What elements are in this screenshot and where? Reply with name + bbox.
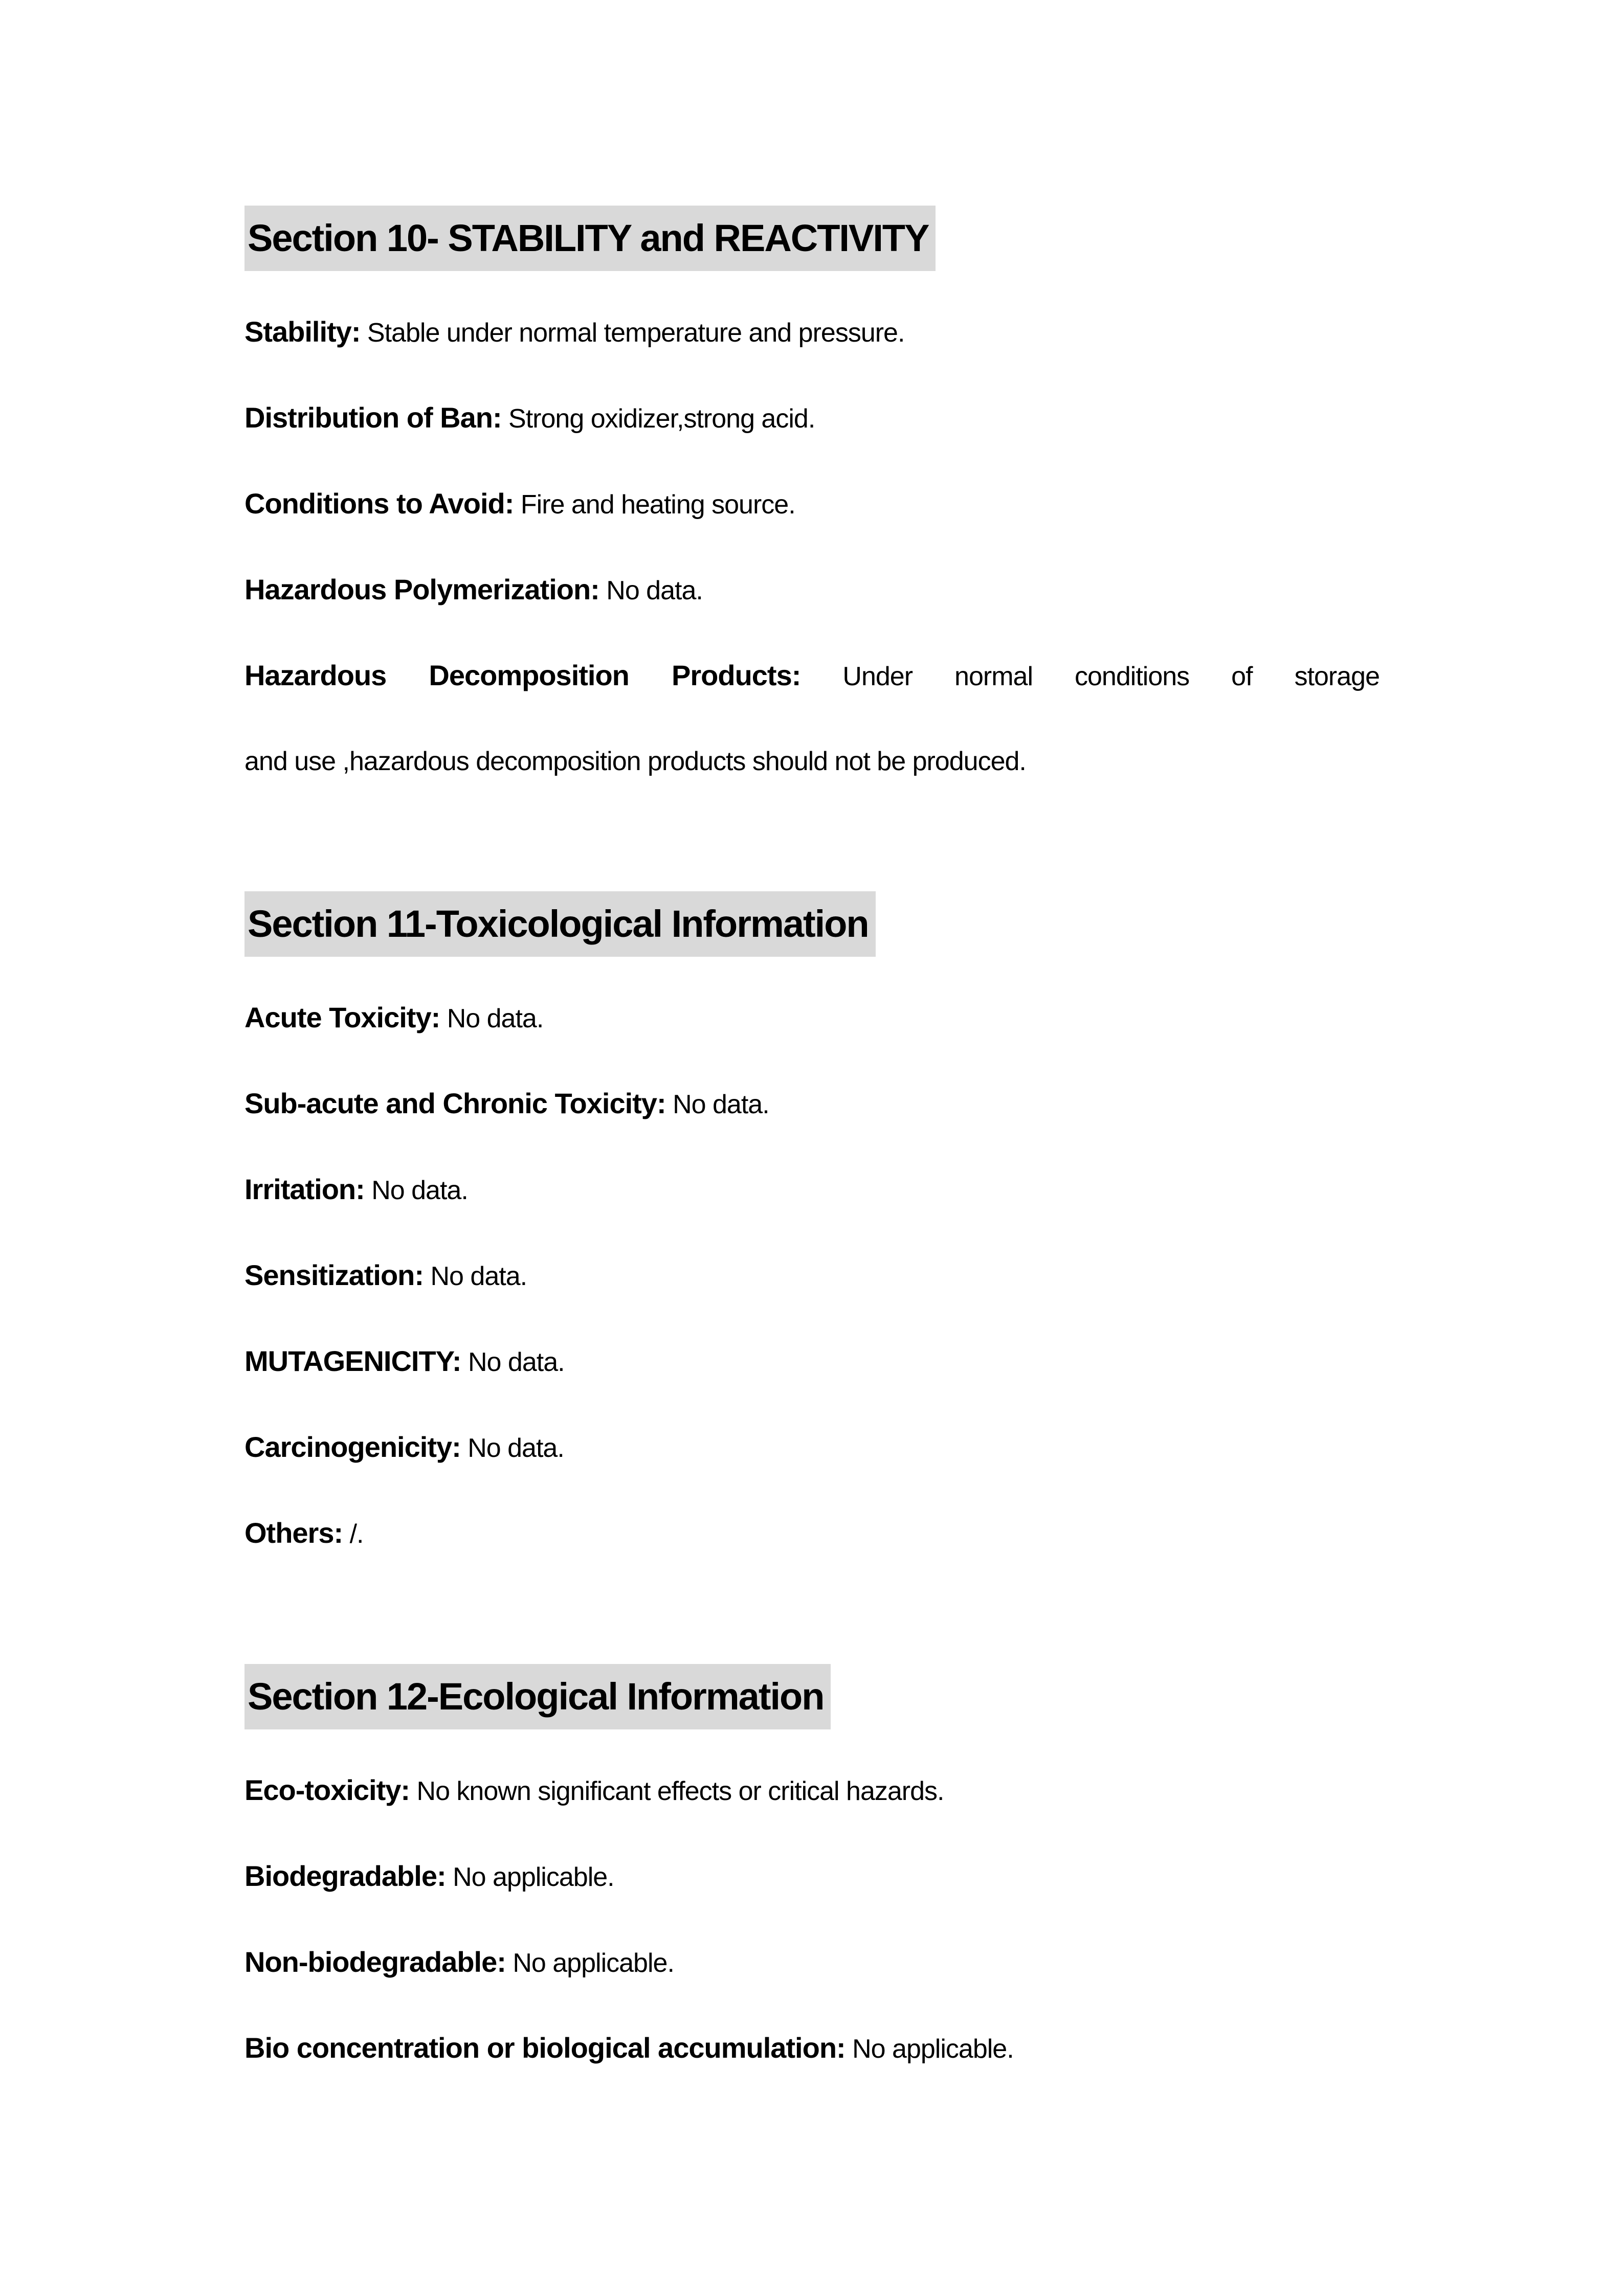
- section-heading-row: [244, 206, 1380, 271]
- section-heading-row: [244, 1664, 1380, 1729]
- field-sensitization: [244, 1255, 1380, 1296]
- field-value: No data.: [430, 1262, 527, 1291]
- field-carcinogenicity: [244, 1427, 1380, 1468]
- field-stability: [244, 312, 1380, 353]
- field-label: Sub-acute and Chronic Toxicity:: [244, 1087, 666, 1119]
- field-label: Distribution of Ban:: [244, 401, 502, 434]
- field-value: Strong oxidizer,strong acid.: [508, 404, 815, 434]
- field-value: Stable under normal temperature and pressure.: [367, 318, 905, 348]
- field-hazardous-decomposition-products: [244, 656, 1380, 696]
- field-distribution-of-ban: [244, 398, 1380, 439]
- field-label: Conditions to Avoid:: [244, 487, 514, 520]
- field-eco-toxicity: [244, 1770, 1380, 1811]
- field-value: No applicable.: [852, 2034, 1014, 2064]
- field-irritation: [244, 1169, 1380, 1210]
- field-label: Sensitization:: [244, 1259, 424, 1291]
- field-label: Carcinogenicity:: [244, 1431, 461, 1463]
- field-value: No data.: [468, 1347, 565, 1377]
- field-acute-toxicity: [244, 998, 1380, 1039]
- field-sub-acute-chronic-toxicity: [244, 1084, 1380, 1124]
- field-label: Irritation:: [244, 1173, 365, 1205]
- field-conditions-to-avoid: [244, 484, 1380, 525]
- field-others: [244, 1513, 1380, 1554]
- field-value: Fire and heating source.: [520, 490, 795, 520]
- field-value: No data.: [606, 576, 703, 605]
- field-value: No data.: [673, 1090, 769, 1119]
- field-hazardous-decomposition-products-continued: and use ,hazardous decomposition products should not be produced.: [244, 747, 1026, 776]
- field-value: /.: [349, 1519, 364, 1549]
- field-label: Stability:: [244, 316, 361, 348]
- field-value: Under normal conditions of storage: [842, 662, 1380, 691]
- field-label: Hazardous Decomposition Products:: [244, 659, 801, 691]
- section-toxicological-information: [244, 891, 1380, 1554]
- section-10-heading: Section 10- STABILITY and REACTIVITY: [244, 206, 936, 271]
- field-value: No data.: [371, 1176, 468, 1205]
- section-11-heading: Section 11-Toxicological Information: [244, 891, 876, 957]
- field-non-biodegradable: [244, 1942, 1380, 1983]
- field-value: No applicable.: [453, 1862, 614, 1892]
- field-label: Non-biodegradable:: [244, 1946, 506, 1978]
- section-12-heading: Section 12-Ecological Information: [244, 1664, 831, 1729]
- field-value: No data.: [468, 1433, 564, 1463]
- field-value: No known significant effects or critical hazards.: [416, 1776, 944, 1806]
- field-mutagenicity: [244, 1341, 1380, 1382]
- field-label: Biodegradable:: [244, 1860, 446, 1892]
- field-value: No applicable.: [513, 1948, 674, 1978]
- field-value: No data.: [447, 1004, 544, 1033]
- section-heading-row: [244, 891, 1380, 957]
- field-bio-concentration: [244, 2028, 1380, 2069]
- field-label: Acute Toxicity:: [244, 1001, 440, 1033]
- field-label: Others:: [244, 1517, 343, 1549]
- field-biodegradable: [244, 1856, 1380, 1897]
- field-label: Bio concentration or biological accumulation:: [244, 2032, 846, 2064]
- section-stability-reactivity: [244, 206, 1380, 781]
- field-label: Hazardous Polymerization:: [244, 573, 599, 605]
- field-label: MUTAGENICITY:: [244, 1345, 461, 1377]
- section-ecological-information: [244, 1664, 1380, 2069]
- field-label: Eco-toxicity:: [244, 1774, 410, 1806]
- field-hazardous-polymerization: [244, 570, 1380, 611]
